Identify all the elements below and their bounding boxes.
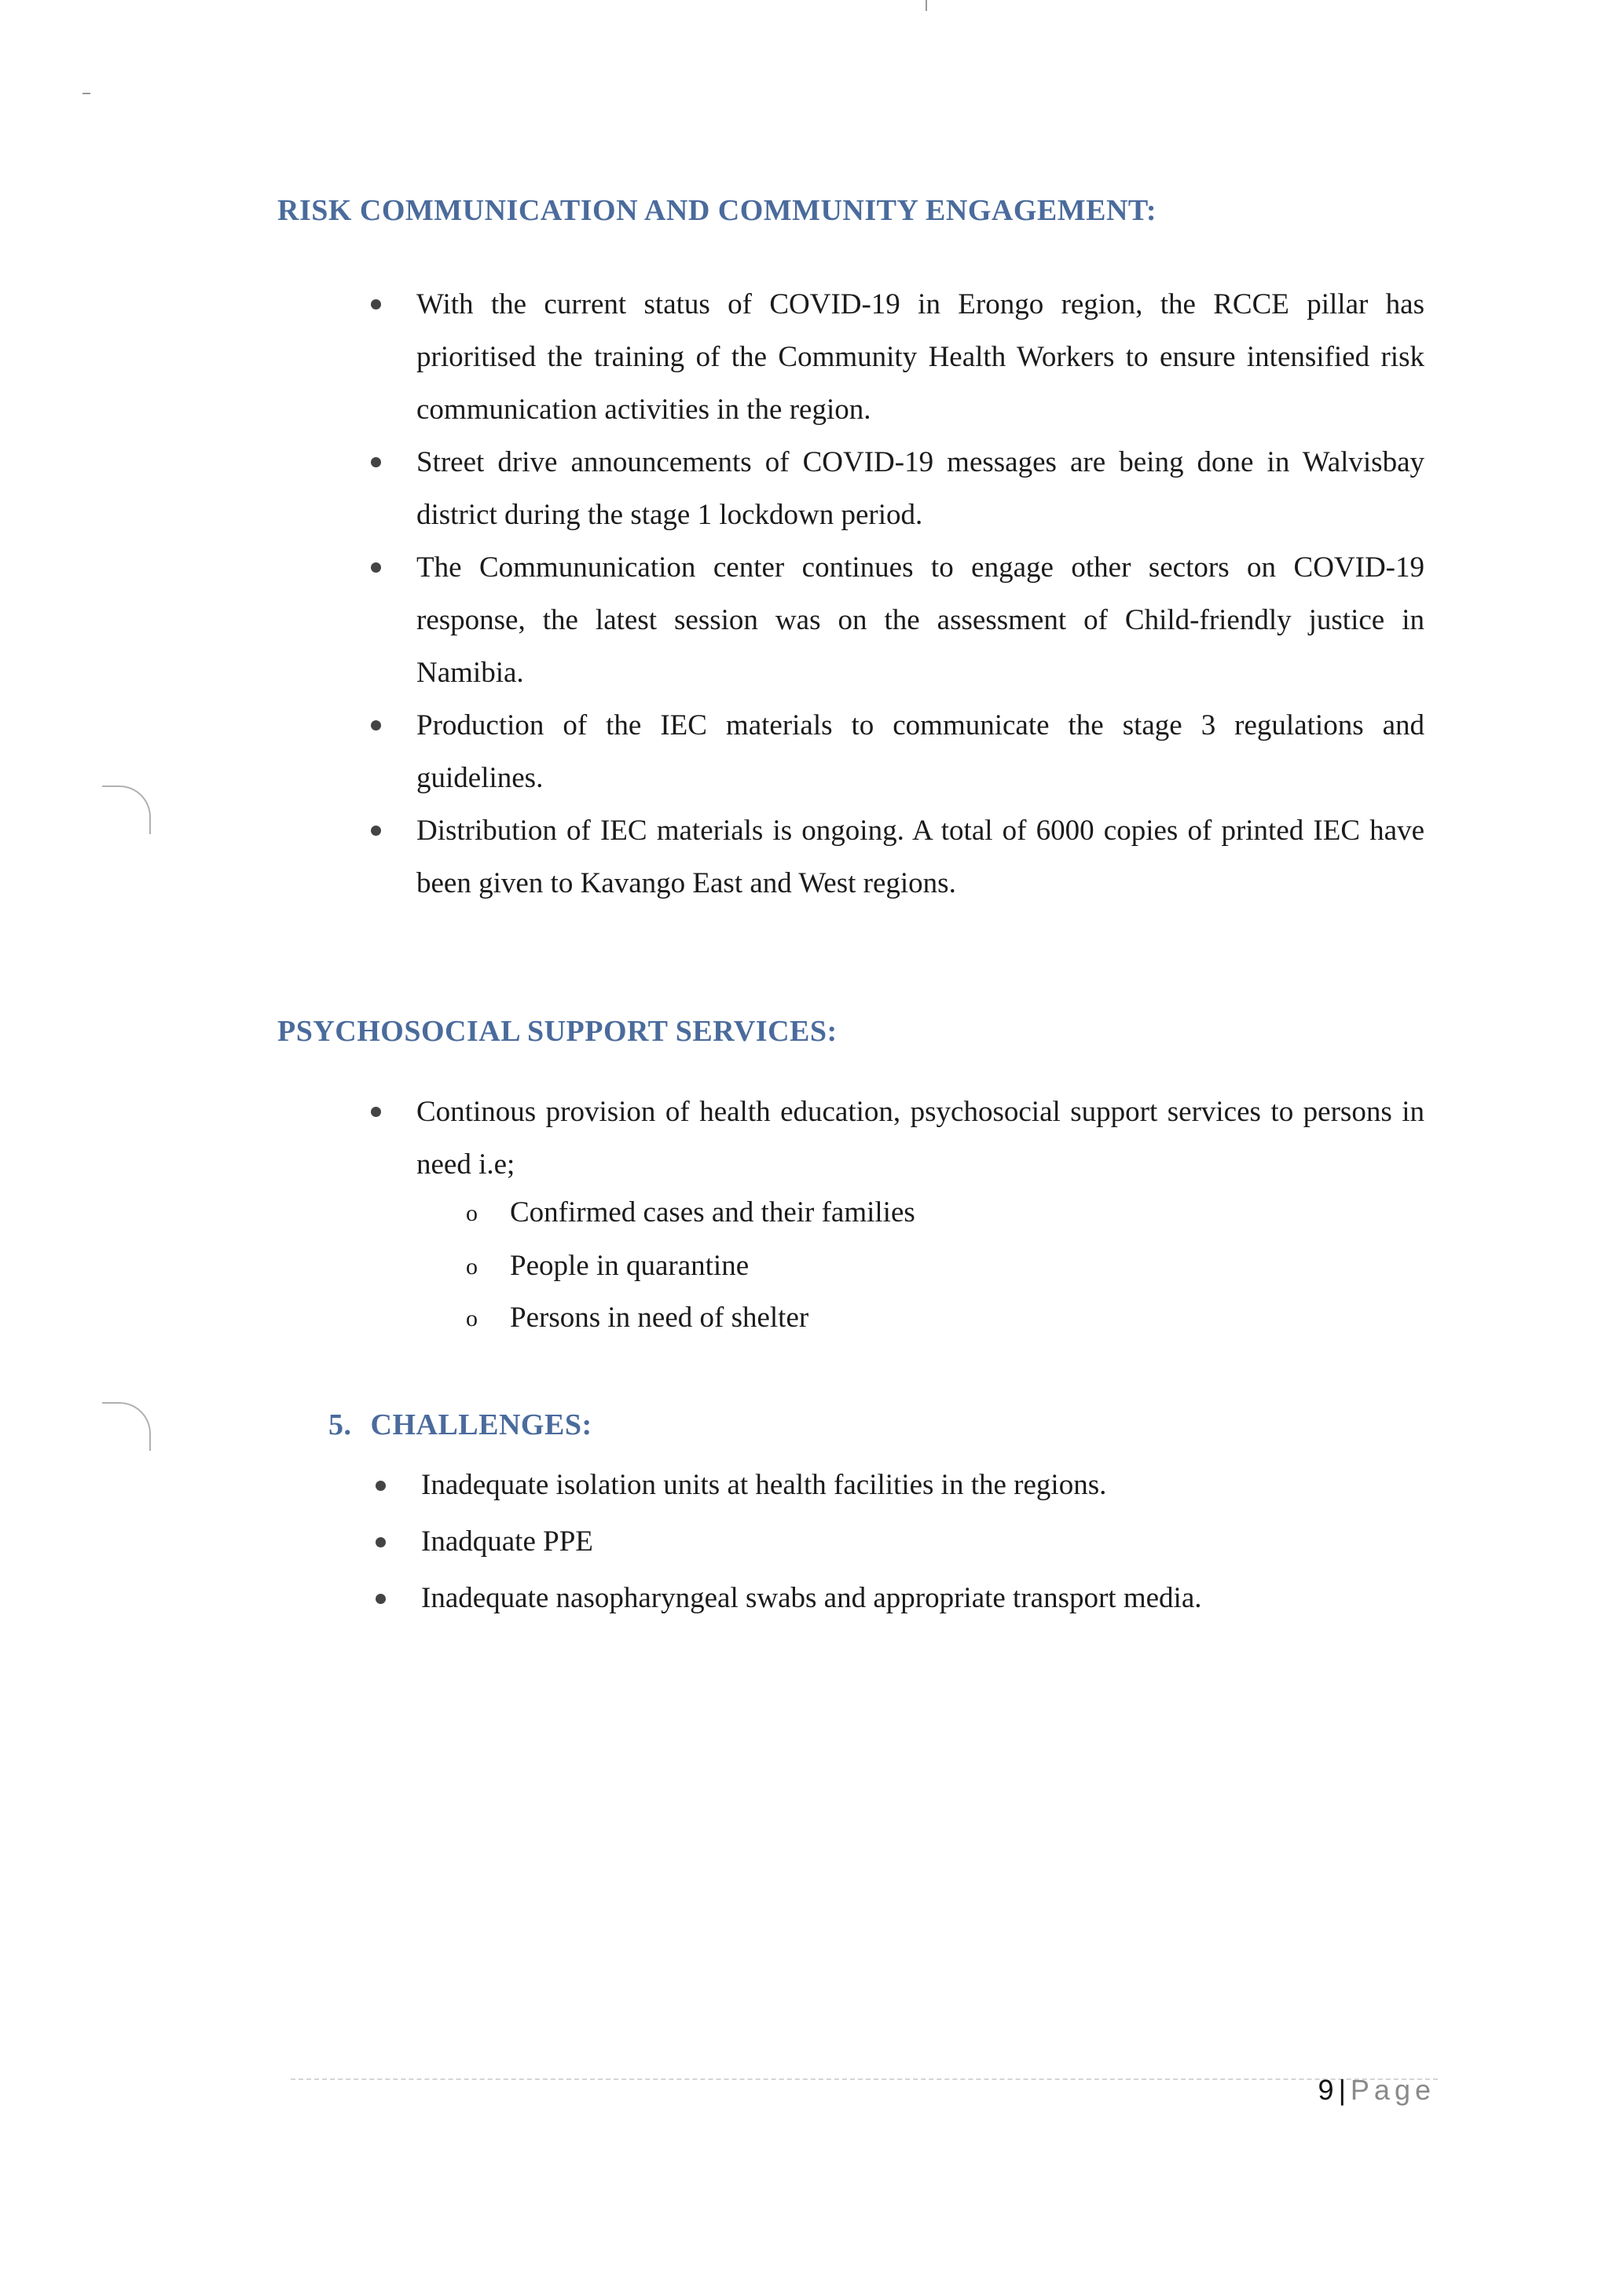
- scan-mark: [926, 0, 927, 11]
- punch-hole-mark: [102, 1402, 151, 1451]
- pss-heading: PSYCHOSOCIAL SUPPORT SERVICES:: [277, 1015, 838, 1048]
- page-footer: [1318, 2074, 1435, 2107]
- bullet-icon: [371, 1107, 381, 1117]
- sub-bullet-icon: o: [466, 1305, 478, 1331]
- list-item: Inadequate nasopharyngeal swabs and appropriate transport media.: [421, 1570, 1424, 1627]
- bullet-icon: [371, 720, 381, 731]
- document-page: RISK COMMUNICATION AND COMMUNITY ENGAGEMENT: With the current status of COVID-19 in Erongo region, the RCCE pillar has prioritised the training of the Community Health Workers to ensure intensified risk communication activities in the region. Street drive announcements of COVID-19 messages are being done in Walvisbay district during the stage 1 lockdown period. The Commununication center continues to engage other sectors on COVID-19 response, the latest session was on the assessment of Child-friendly justice in Namibia. Production of the IEC materials to communicate the stage 3 regulations and guidelines. Distribution of IEC materials is ongoing. A total of 6000 copies of printed IEC have been given to Kavango East and West regions. PSYCHOSOCIAL SUPPORT SERVICES: Continous provision of health education, psychosocial support services to persons in need i.e; o Confirmed cases and their families o People in quarantine o Persons in need of shelter 5. CHALLENGES: Inadequate isolation units at health facilities in the regions. Inadquate PPE Inadequate nasopharyngeal swabs and appropriate transport media. 9 | Page: [0, 0, 1624, 2296]
- bullet-icon: [371, 562, 381, 573]
- page-number: 9: [1318, 2074, 1334, 2106]
- list-item: Continous provision of health education, psychosocial support services to persons in need i.e;: [416, 1086, 1424, 1191]
- section-number: 5.: [328, 1408, 352, 1441]
- scan-mark: [82, 93, 90, 94]
- bullet-icon: [376, 1594, 386, 1604]
- challenges-heading: [328, 1408, 592, 1442]
- bullet-icon: [371, 826, 381, 836]
- page-label: Page: [1350, 2074, 1435, 2106]
- section-title: CHALLENGES:: [370, 1408, 592, 1441]
- footer-separator: |: [1338, 2074, 1346, 2106]
- list-item: With the current status of COVID-19 in Erongo region, the RCCE pillar has prioritised the training of the Community Health Workers to ensure intensified risk communication activities in the region.: [416, 278, 1424, 436]
- sub-bullet-icon: o: [466, 1254, 478, 1280]
- punch-hole-mark: [102, 785, 151, 834]
- sub-bullet-icon: o: [466, 1200, 478, 1226]
- list-item: Inadequate isolation units at health facilities in the regions.: [421, 1457, 1424, 1514]
- list-item: Inadquate PPE: [421, 1514, 1424, 1570]
- footer-divider: [291, 2078, 1438, 2080]
- bullet-icon: [376, 1537, 386, 1547]
- rcce-bullet-list: [416, 278, 1424, 910]
- bullet-icon: [371, 299, 381, 309]
- list-item: The Commununication center continues to engage other sectors on COVID-19 response, the latest session was on the assessment of Child-friendly justice in Namibia.: [416, 541, 1424, 699]
- list-item: Distribution of IEC materials is ongoing. A total of 6000 copies of printed IEC have been given to Kavango East and West regions.: [416, 804, 1424, 910]
- list-item: Production of the IEC materials to communicate the stage 3 regulations and guidelines.: [416, 699, 1424, 804]
- pss-bullet-list: [416, 1086, 1424, 1191]
- list-item: Street drive announcements of COVID-19 messages are being done in Walvisbay district during the stage 1 lockdown period.: [416, 436, 1424, 541]
- challenges-bullet-list: [421, 1457, 1424, 1627]
- rcce-heading: RISK COMMUNICATION AND COMMUNITY ENGAGEMENT:: [277, 194, 1157, 227]
- bullet-icon: [376, 1481, 386, 1491]
- bullet-icon: [371, 457, 381, 467]
